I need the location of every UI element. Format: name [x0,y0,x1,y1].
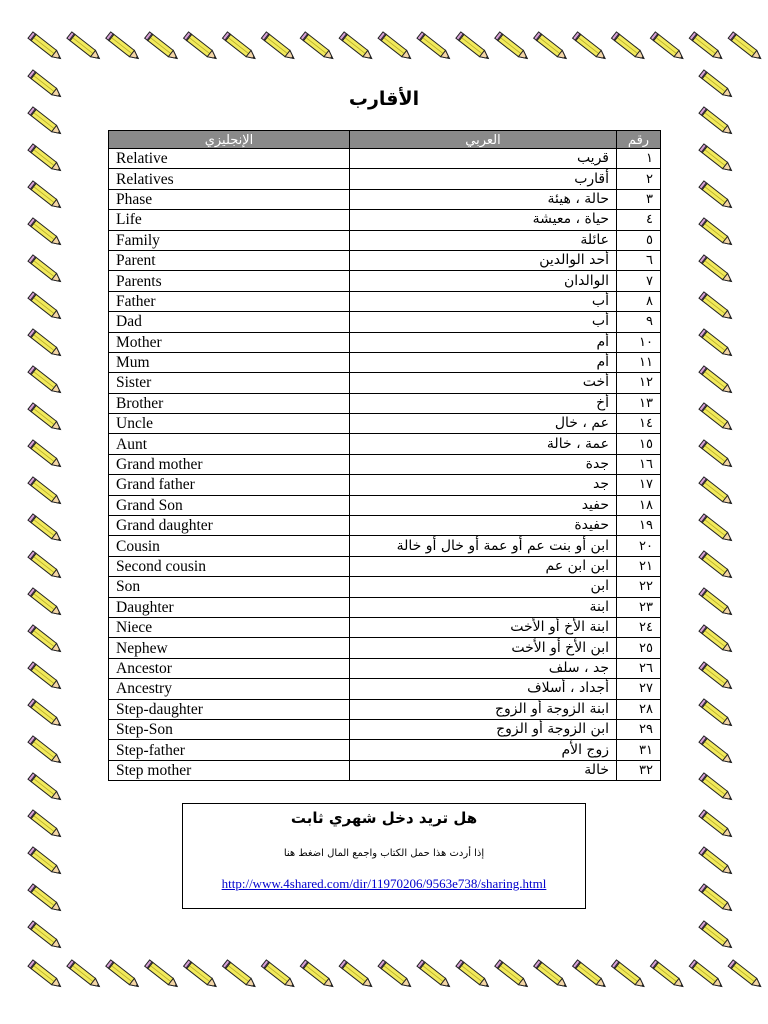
english-cell: Parent [109,250,350,270]
arabic-cell: ابن ابن عم [350,556,617,576]
pencil-icon [573,960,608,990]
english-cell: Step mother [109,760,350,780]
english-cell: Parents [109,271,350,291]
page-title: الأقارب [348,89,420,110]
table-row [109,679,661,699]
number-cell: ١٧ [617,475,661,495]
number-cell: ٦ [617,250,661,270]
arabic-cell: أقارب [350,169,617,189]
table-row [109,475,661,495]
pencil-icon [28,107,63,137]
arabic-cell: عم ، خال [350,414,617,434]
number-cell: ٢٧ [617,679,661,699]
pencil-icon [699,144,734,174]
arabic-cell: زوج الأم [350,740,617,760]
pencil-icon [495,32,530,62]
pencil-icon [699,477,734,507]
pencil-icon [28,144,63,174]
arabic-cell: عمة ، خالة [350,434,617,454]
pencil-icon [67,32,102,62]
number-cell: ٢٥ [617,638,661,658]
pencil-icon [106,32,141,62]
pencil-icon [261,960,296,990]
number-cell: ١٥ [617,434,661,454]
arabic-cell: حفيدة [350,516,617,536]
english-cell: Family [109,230,350,250]
english-cell: Step-father [109,740,350,760]
table-row [109,332,661,352]
pencil-icon [699,218,734,248]
pencil-icon [28,847,63,877]
pencil-icon [28,960,63,990]
pencil-icon [339,960,374,990]
table-row [109,454,661,474]
table-row [109,638,661,658]
pencil-icon [28,255,63,285]
arabic-cell: أحد الوالدين [350,250,617,270]
table-row [109,617,661,637]
english-cell: Grand mother [109,454,350,474]
table-row [109,556,661,576]
english-cell: Nephew [109,638,350,658]
pencil-icon [28,662,63,692]
pencil-icon [339,32,374,62]
table-row [109,516,661,536]
table-row [109,536,661,556]
number-cell: ٢٦ [617,658,661,678]
table-row [109,312,661,332]
pencil-icon [28,810,63,840]
english-cell: Life [109,210,350,230]
table-row [109,699,661,719]
number-cell: ٨ [617,291,661,311]
pencil-icon [222,32,257,62]
pencil-icon [28,736,63,766]
english-cell: Daughter [109,597,350,617]
pencil-icon [699,366,734,396]
pencil-icon [456,960,491,990]
arabic-cell: الوالدان [350,271,617,291]
pencil-icon [184,960,219,990]
pencil-icon [699,847,734,877]
arabic-cell: أب [350,291,617,311]
arabic-cell: أخت [350,373,617,393]
pencil-icon [28,884,63,914]
arabic-cell: ابن الأخ أو الأخت [350,638,617,658]
arabic-cell: أم [350,352,617,372]
english-cell: Dad [109,312,350,332]
table-row [109,169,661,189]
arabic-cell: ابن [350,577,617,597]
english-cell: Son [109,577,350,597]
vocabulary-table [108,130,661,781]
pencil-icon [689,960,724,990]
number-cell: ٣ [617,189,661,209]
arabic-cell: ابنة الزوجة أو الزوج [350,699,617,719]
table-row [109,658,661,678]
table-row [109,149,661,169]
pencil-icon [650,960,685,990]
pencil-icon [300,960,335,990]
pencil-icon [145,32,180,62]
arabic-cell: حياة ، معيشة [350,210,617,230]
pencil-icon [699,107,734,137]
pencil-icon [28,440,63,470]
promo-heading: هل تريد دخل شهري ثابت [290,809,478,827]
number-cell: ١٤ [617,414,661,434]
pencil-icon [28,181,63,211]
pencil-icon [67,960,102,990]
table-row [109,210,661,230]
english-cell: Grand Son [109,495,350,515]
table-row [109,230,661,250]
table-row [109,393,661,413]
pencil-icon [417,960,452,990]
table-header-row [109,131,661,149]
pencil-icon [728,960,763,990]
arabic-cell: ابن الزوجة أو الزوج [350,719,617,739]
pencil-icon [28,403,63,433]
number-cell: ٢٤ [617,617,661,637]
pencil-icon [184,32,219,62]
number-cell: ٢٨ [617,699,661,719]
arabic-cell: أخ [350,393,617,413]
number-cell: ١١ [617,352,661,372]
pencil-icon [378,32,413,62]
arabic-cell: ابنة الأخ أو الأخت [350,617,617,637]
pencil-icon [145,960,180,990]
number-cell: ٧ [617,271,661,291]
pencil-icon [699,440,734,470]
pencil-icon [28,292,63,322]
pencil-icon [699,514,734,544]
pencil-icon [28,32,63,62]
pencil-icon [699,921,734,951]
arabic-cell: جد ، سلف [350,658,617,678]
english-cell: Grand daughter [109,516,350,536]
number-cell: ٣١ [617,740,661,760]
table-row [109,434,661,454]
pencil-icon [261,32,296,62]
arabic-cell: جد [350,475,617,495]
pencil-icon [28,329,63,359]
number-cell: ٢ [617,169,661,189]
arabic-cell: قريب [350,149,617,169]
pencil-icon [699,255,734,285]
english-cell: Niece [109,617,350,637]
english-cell: Step-Son [109,719,350,739]
english-cell: Relative [109,149,350,169]
number-cell: ٢٩ [617,719,661,739]
arabic-column-header: العربي [350,131,617,149]
english-cell: Mother [109,332,350,352]
promo-text: إذا أردت هذا حمل الكتاب واجمع المال اضغط هنا [283,848,485,859]
pencil-icon [28,921,63,951]
pencil-icon [534,960,569,990]
table-row [109,719,661,739]
table-row [109,495,661,515]
english-cell: Ancestor [109,658,350,678]
table-row [109,740,661,760]
number-cell: ١ [617,149,661,169]
pencil-icon [534,32,569,62]
pencil-icon [611,960,646,990]
number-cell: ٥ [617,230,661,250]
pencil-icon [699,662,734,692]
table-row [109,291,661,311]
pencil-icon [699,551,734,581]
pencil-icon [28,218,63,248]
pencil-icon [573,32,608,62]
pencil-icon [222,960,257,990]
english-cell: Grand father [109,475,350,495]
pencil-icon [28,514,63,544]
pencil-icon [699,329,734,359]
table-row [109,271,661,291]
english-cell: Aunt [109,434,350,454]
english-cell: Cousin [109,536,350,556]
number-cell: ٣٢ [617,760,661,780]
pencil-icon [699,884,734,914]
english-cell: Uncle [109,414,350,434]
english-cell: Mum [109,352,350,372]
number-cell: ١٩ [617,516,661,536]
pencil-icon [689,32,724,62]
pencil-icon [650,32,685,62]
arabic-cell: حفيد [350,495,617,515]
arabic-cell: عائلة [350,230,617,250]
number-cell: ١٨ [617,495,661,515]
pencil-icon [495,960,530,990]
pencil-icon [28,551,63,581]
number-cell: ٩ [617,312,661,332]
arabic-cell: أجداد ، أسلاف [350,679,617,699]
table-row [109,373,661,393]
pencil-icon [28,588,63,618]
number-cell: ٢٣ [617,597,661,617]
promo-box [182,803,586,909]
pencil-icon [699,181,734,211]
table-row [109,577,661,597]
pencil-icon [699,736,734,766]
pencil-icon [28,366,63,396]
pencil-icon [699,773,734,803]
arabic-cell: أب [350,312,617,332]
english-cell: Sister [109,373,350,393]
number-cell: ١٦ [617,454,661,474]
english-cell: Father [109,291,350,311]
number-cell: ٢٢ [617,577,661,597]
promo-link[interactable]: http://www.4shared.com/dir/11970206/9563e738/sharing.html [221,876,547,891]
pencil-icon [699,292,734,322]
number-cell: ٤ [617,210,661,230]
pencil-icon [699,588,734,618]
table-row [109,250,661,270]
number-cell: ١٣ [617,393,661,413]
pencil-icon [28,477,63,507]
pencil-icon [106,960,141,990]
pencil-icon [28,773,63,803]
pencil-icon [728,32,763,62]
arabic-cell: خالة [350,760,617,780]
english-cell: Second cousin [109,556,350,576]
table-row [109,189,661,209]
table-row [109,414,661,434]
pencil-icon [699,810,734,840]
pencil-icon [28,699,63,729]
english-cell: Step-daughter [109,699,350,719]
english-column-header: الإنجليزي [109,131,350,149]
number-cell: ١٢ [617,373,661,393]
english-cell: Brother [109,393,350,413]
pencil-icon [28,625,63,655]
english-cell: Phase [109,189,350,209]
number-cell: ١٠ [617,332,661,352]
english-cell: Relatives [109,169,350,189]
english-cell: Ancestry [109,679,350,699]
table-row [109,597,661,617]
arabic-cell: ابن أو بنت عم أو عمة أو خال أو خالة [350,536,617,556]
pencil-icon [699,625,734,655]
pencil-icon [417,32,452,62]
arabic-cell: حالة ، هيئة [350,189,617,209]
pencil-icon [300,32,335,62]
pencil-icon [378,960,413,990]
pencil-icon [699,403,734,433]
arabic-cell: أم [350,332,617,352]
pencil-icon [611,32,646,62]
number-cell: ٢٠ [617,536,661,556]
arabic-cell: ابنة [350,597,617,617]
table-row [109,760,661,780]
number-cell: ٢١ [617,556,661,576]
arabic-cell: جدة [350,454,617,474]
pencil-icon [699,699,734,729]
table-row [109,352,661,372]
pencil-icon [456,32,491,62]
number-column-header: رقم [617,131,661,149]
